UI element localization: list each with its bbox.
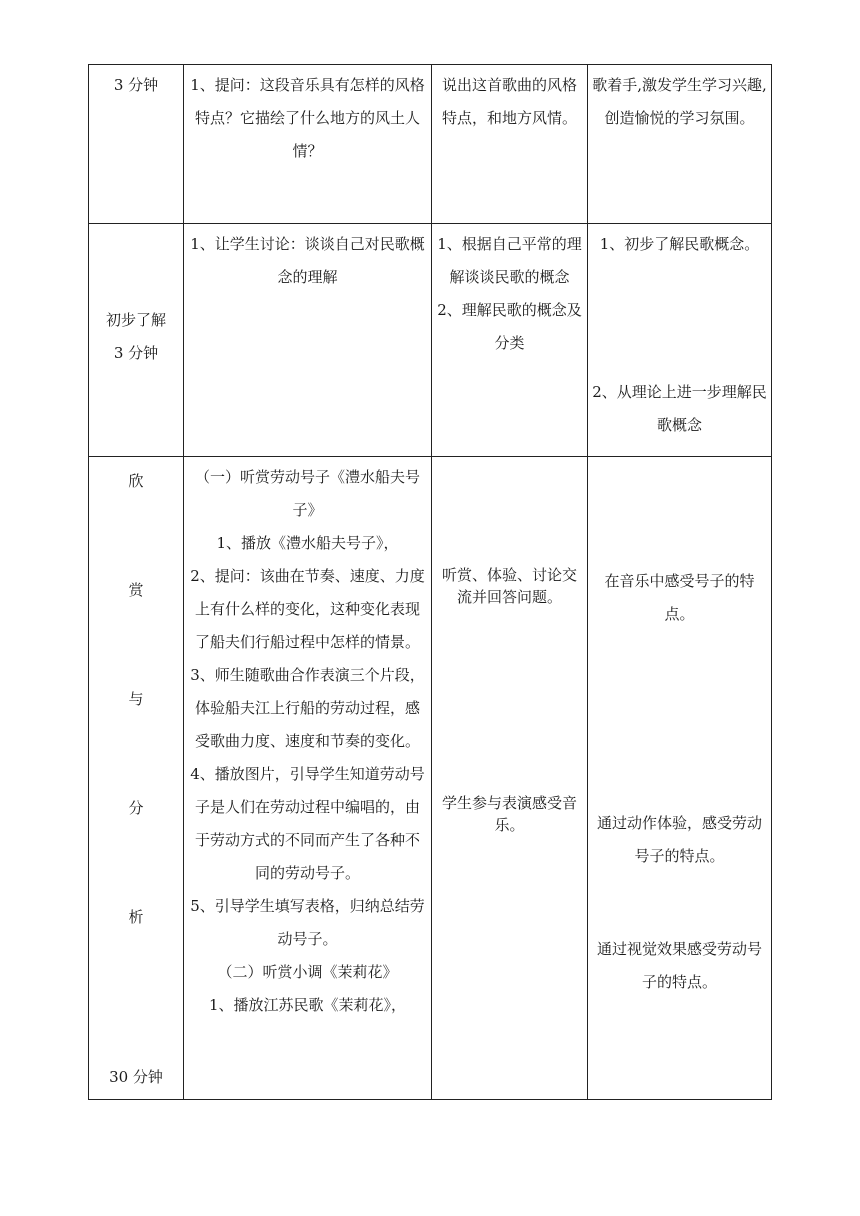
table-row xyxy=(89,65,772,224)
student-activity-text: 听赏、体验、讨论交流并回答问题。 xyxy=(441,566,577,606)
phase-cell xyxy=(89,224,184,457)
teacher-activity-text: 1、让学生讨论：谈谈自己对民歌概念的理解 xyxy=(190,235,425,286)
phase-char: 分 xyxy=(128,799,144,817)
design-intent-text: 2、从理论上进一步理解民歌概念 xyxy=(592,383,767,434)
design-intent-text: 歌着手,激发学生学习兴趣,创造愉悦的学习氛围。 xyxy=(592,76,767,127)
phase-char: 析 xyxy=(128,908,144,926)
table-row xyxy=(89,457,772,1100)
student-activity-cell xyxy=(432,65,588,224)
phase-char: 与 xyxy=(128,690,144,708)
teacher-activity-text: 1、提问：这段音乐具有怎样的风格特点？它描绘了什么地方的风土人情？ xyxy=(190,76,425,160)
design-intent-cell xyxy=(588,65,772,224)
teacher-paragraph: （二）听赏小调《茉莉花》 xyxy=(217,963,398,981)
student-activity-text: 说出这首歌曲的风格特点，和地方风情。 xyxy=(441,76,577,127)
phase-time: 30 分钟 xyxy=(109,1068,163,1086)
phase-label: 初步了解 xyxy=(105,311,166,329)
design-intent-text: 通过视觉效果感受劳动号子的特点。 xyxy=(596,940,762,991)
student-activity-text: 1、根据自己平常的理解谈谈民歌的概念 xyxy=(437,235,582,286)
table-row xyxy=(89,224,772,457)
design-intent-text: 1、初步了解民歌概念。 xyxy=(599,235,760,253)
phase-cell xyxy=(89,457,184,1100)
teacher-activity-cell xyxy=(184,65,432,224)
phase-char: 欣 xyxy=(128,472,144,490)
teacher-paragraph: （一）听赏劳动号子《澧水船夫号子》 xyxy=(194,468,420,519)
teacher-paragraph: 1、播放《澧水船夫号子》， xyxy=(216,534,399,552)
phase-time: 3 分钟 xyxy=(113,344,159,362)
phase-time: 3 分钟 xyxy=(113,76,159,94)
teacher-activity-cell xyxy=(184,457,432,1100)
teacher-activity-cell xyxy=(184,224,432,457)
student-activity-text: 学生参与表演感受音乐。 xyxy=(441,794,577,834)
teacher-paragraph: 5、引导学生填写表格，归纳总结劳动号子。 xyxy=(190,897,425,948)
teacher-paragraph: 4、播放图片，引导学生知道劳动号子是人们在劳动过程中编唱的，由于劳动方式的不同而产生了各种不同的劳动号子。 xyxy=(190,765,425,882)
phase-char: 赏 xyxy=(128,581,144,599)
design-intent-text: 在音乐中感受号子的特点。 xyxy=(604,572,755,623)
student-activity-cell xyxy=(432,224,588,457)
design-intent-cell xyxy=(588,224,772,457)
student-activity-text: 2、理解民歌的概念及分类 xyxy=(437,301,582,352)
teacher-paragraph: 2、提问：该曲在节奏、速度、力度上有什么样的变化，这种变化表现了船夫们行船过程中怎样的情景。 xyxy=(190,567,425,651)
lesson-plan-table xyxy=(88,64,772,1100)
design-intent-cell xyxy=(588,457,772,1100)
teacher-paragraph: 1、播放江苏民歌《茉莉花》， xyxy=(208,996,407,1014)
teacher-paragraph: 3、师生随歌曲合作表演三个片段，体验船夫江上行船的劳动过程，感受歌曲力度、速度和节奏的变化。 xyxy=(190,666,425,750)
design-intent-text: 通过动作体验，感受劳动号子的特点。 xyxy=(596,814,762,865)
student-activity-cell xyxy=(432,457,588,1100)
phase-cell xyxy=(89,65,184,224)
